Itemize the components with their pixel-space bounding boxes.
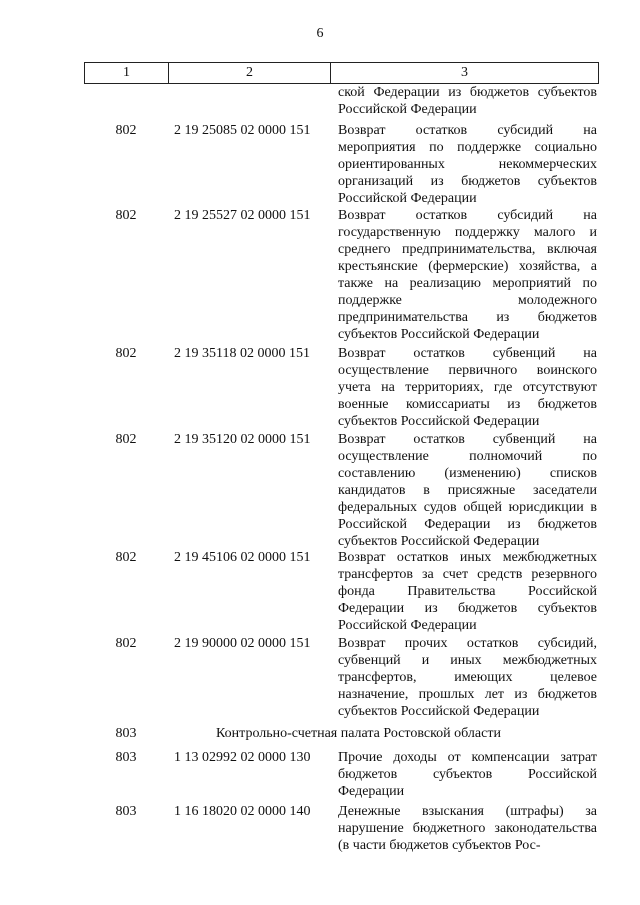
code-cell: 802 — [115, 123, 137, 138]
code-cell: 802 — [115, 346, 137, 361]
header-col-1: 1 — [85, 63, 169, 83]
table-row — [84, 747, 599, 801]
header-col-3: 3 — [461, 65, 468, 80]
code-cell: 802 — [115, 208, 137, 223]
continuation-text: ской Федерации из бюджетов субъектов Российской Федерации — [338, 85, 597, 117]
kbk-cell: 2 19 25085 02 0000 151 — [174, 123, 311, 138]
table-body — [84, 84, 599, 861]
description-cell: Прочие доходы от компенсации затрат бюджетов субъектов Российской Федерации — [338, 750, 597, 799]
kbk-cell: 2 19 35118 02 0000 151 — [174, 346, 310, 361]
table-row — [84, 119, 599, 205]
kbk-cell: 2 19 90000 02 0000 151 — [174, 636, 311, 651]
table-header-row — [84, 62, 599, 84]
kbk-cell: 1 16 18020 02 0000 140 — [174, 804, 311, 819]
kbk-cell: 2 19 35120 02 0000 151 — [174, 432, 311, 447]
kbk-cell: 2 19 45106 02 0000 151 — [174, 550, 311, 565]
table-row — [84, 633, 599, 723]
description-cell: Денежные взыскания (штрафы) за нарушение бюджетного законодательства (в части бюджетов субъектов Рос- — [338, 804, 597, 853]
table-row — [84, 343, 599, 429]
code-cell: 803 — [115, 804, 137, 819]
section-row — [84, 723, 599, 747]
table-row — [84, 205, 599, 343]
table-row — [84, 801, 599, 861]
table-row — [84, 429, 599, 547]
table-row — [84, 547, 599, 633]
header-col-2: 2 — [169, 63, 331, 83]
code-cell: 802 — [115, 432, 137, 447]
description-cell: Возврат остатков субвенций на осуществление полномочий по составлению (изменению) списков кандидатов в присяжные заседатели федеральных судов общей юрисдикции в Российской Федерации из бюджетов субъектов Российской Федерации — [338, 432, 597, 549]
page-number: 6 — [316, 26, 324, 41]
description-cell: Возврат прочих остатков субсидий, субвенций и иных межбюджетных трансфертов, имеющих целевое назначение, прошлых лет из бюджетов субъектов Российской Федерации — [338, 636, 597, 719]
code-cell: 802 — [115, 636, 137, 651]
description-cell: Возврат остатков субсидий на мероприятия по поддержке социально ориентированных некоммерческих организаций из бюджетов субъектов Российской Федерации — [338, 123, 597, 206]
code-cell: 803 — [115, 750, 137, 765]
code-cell: 802 — [115, 550, 137, 565]
kbk-cell — [168, 84, 330, 119]
section-code: 803 — [115, 726, 137, 741]
description-cell: Возврат остатков субвенций на осуществление первичного воинского учета на территориях, где отсутствуют военные комиссариаты из бюджетов субъектов Российской Федерации — [338, 346, 597, 429]
kbk-cell: 2 19 25527 02 0000 151 — [174, 208, 311, 223]
section-title: Контрольно-счетная палата Ростовской области — [216, 726, 501, 741]
kbk-cell: 1 13 02992 02 0000 130 — [174, 750, 311, 765]
continuation-row — [84, 84, 599, 119]
description-cell: Возврат остатков иных межбюджетных трансфертов за счет средств резервного фонда Правительства Российской Федерации из бюджетов субъектов Российской Федерации — [338, 550, 597, 633]
code-cell — [84, 84, 168, 119]
description-cell: Возврат остатков субсидий на государственную поддержку малого и среднего предпринимательства, включая крестьянские (фермерские) хозяйства, а также на реализацию мероприятий по поддержке молодежного предпринимательства из бюджетов субъектов Российской Федерации — [338, 208, 597, 342]
